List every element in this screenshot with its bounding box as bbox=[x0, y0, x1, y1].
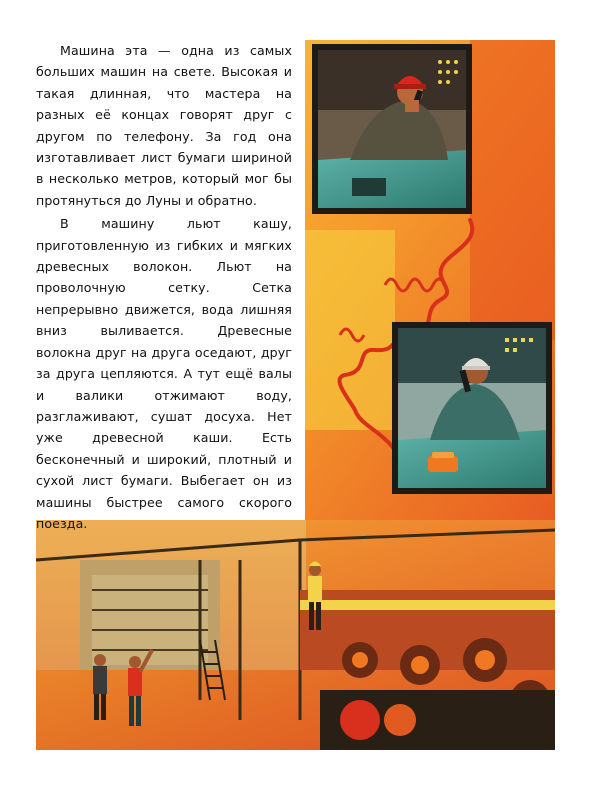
body-text bbox=[36, 40, 292, 534]
bottom-monitor bbox=[392, 322, 552, 494]
machine-hall bbox=[36, 520, 555, 750]
paragraph-machine-size: Машина эта — одна из самых больших машин на свете. Высокая и такая длинная, что мастера на разных её концах говорят друг с другом по телефону. За год она изготавливает лист бумаги шириной в несколько метров, который мог бы протянуться до Луны и обратно. bbox=[36, 43, 292, 208]
paragraph-paper-process: В машину льют кашу, приготовленную из гибких и мягких древесных волокон. Льют на проволочную сетку. Сетка непрерывно движется, вода лишняя вниз выливается. Древесные волокна друг на друга оседают, друг за друга цепляются. А тут ещё валы и валики отжимают воду, разглаживают, сушат досуха. Нет уже древесной каши. Есть бесконечный и широкий, плотный и сухой лист бумаги. Выбегает он из машины быстрее самого скорого поезда. bbox=[36, 216, 292, 531]
top-monitor bbox=[312, 44, 472, 214]
